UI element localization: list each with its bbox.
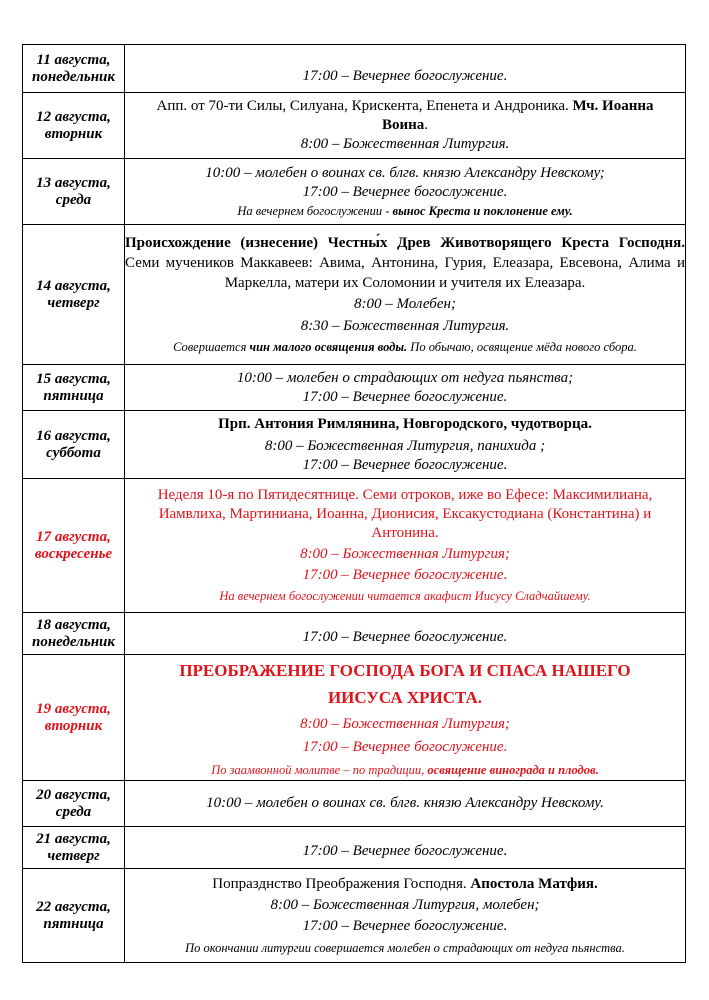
date-day: 16 августа, (36, 427, 111, 444)
service-line: 10:00 – молебен о страдающих от недуга пьянства; (236, 369, 574, 386)
date-day: 11 августа, (36, 51, 111, 68)
service-line: 17:00 – Вечернее богослужение. (302, 629, 508, 645)
date-weekday: пятница (43, 387, 104, 404)
note-line: По окончании литургии совершается молебен о страдающих от недуга пьянства. (185, 940, 625, 955)
note-line (125, 338, 685, 356)
date-day: 15 августа, (36, 370, 111, 387)
saints-end: . (424, 117, 429, 133)
table-row (23, 93, 686, 159)
content-cell (125, 781, 686, 827)
date-day: 12 августа, (36, 108, 111, 125)
date-weekday: понедельник (31, 633, 115, 650)
service-line: 17:00 – Вечернее богослужение. (302, 567, 508, 583)
date-cell (23, 365, 125, 411)
date-weekday: понедельник (31, 68, 115, 85)
content-cell (125, 225, 686, 365)
note-text: Совершается (173, 340, 250, 354)
note-line (125, 202, 685, 220)
service-line: 8:00 – Божественная Литургия. (300, 136, 510, 152)
date-day: 20 августа, (36, 786, 111, 803)
date-weekday: вторник (44, 125, 103, 142)
content-cell (125, 411, 686, 479)
note-text: На вечернем богослужении - (237, 203, 393, 218)
feast-line (125, 875, 685, 894)
date-weekday: среда (55, 191, 92, 208)
service-line: 17:00 – Вечернее богослужение. (302, 68, 508, 84)
date-day: 21 августа, (36, 830, 111, 847)
table-row (23, 781, 686, 827)
date-day: 14 августа, (36, 277, 111, 294)
note-line: На вечернем богослужении читается акафист Иисусу Сладчайшему. (219, 589, 591, 603)
feast-rest: Семи мучеников Маккавеев: Авима, Антонина, Гурия, Елеазара, Евсевона, Алима и Маркелла, матери их Соломонии и учителя их Елеазара. (125, 255, 685, 291)
feast-bold: Апостола Матфия. (470, 875, 598, 892)
table-row (23, 45, 686, 93)
service-line: 8:00 – Божественная Литургия; (300, 546, 510, 562)
table-row (23, 411, 686, 479)
date-weekday: среда (55, 803, 92, 820)
note-text: По заамвонной молитве – по традиции, (211, 762, 428, 777)
date-cell (23, 479, 125, 613)
date-day: 17 августа, (36, 528, 111, 545)
table-row (23, 869, 686, 963)
service-line: 10:00 – молебен о воинах св. блгв. князю Александру Невскому. (206, 795, 604, 811)
table-row (23, 827, 686, 869)
date-weekday: воскресенье (34, 545, 113, 562)
date-weekday: вторник (44, 717, 103, 734)
saints-text: Апп. от 70-ти Силы, Силуана, Крискента, Епенета и Андроника. (156, 98, 569, 114)
date-cell (23, 93, 125, 159)
date-weekday: пятница (43, 915, 104, 932)
date-day: 19 августа, (36, 700, 111, 717)
service-line: 17:00 – Вечернее богослужение. (302, 917, 508, 934)
content-cell (125, 93, 686, 159)
table-row (23, 365, 686, 411)
table-row (23, 613, 686, 655)
feast-title-line2: ИИСУСА ХРИСТА. (327, 687, 483, 707)
service-line: 8:00 – Божественная Литургия, панихида ; (264, 437, 546, 454)
content-cell (125, 159, 686, 225)
date-weekday: четверг (47, 294, 100, 311)
content-cell (125, 827, 686, 869)
service-line: 17:00 – Вечернее богослужение. (302, 183, 508, 200)
date-cell (23, 613, 125, 655)
note-bold: чин малого освящения воды. (249, 340, 408, 354)
note-bold: вынос Креста и поклонение ему. (392, 203, 573, 218)
content-cell (125, 655, 686, 781)
service-line: 8:00 – Божественная Литургия, молебен; (270, 896, 540, 913)
date-cell (23, 225, 125, 365)
note-line (125, 761, 685, 779)
table-row (23, 655, 686, 781)
date-cell (23, 869, 125, 963)
note-end: По обычаю, освящение мёда нового сбора. (407, 340, 637, 354)
service-line: 8:00 – Божественная Литургия; (300, 715, 510, 732)
content-cell (125, 45, 686, 93)
content-cell (125, 869, 686, 963)
saints-bold: Мч. Иоанна Воина (381, 98, 654, 133)
feast-paragraph: Неделя 10-я по Пятидесятнице. Семи отроков, иже во Ефесе: Максимилиана, Иамвлиха, Мартиниана, Иоанна, Дионисия, Ексакустодиана (Константина) и Антонина. (157, 487, 653, 541)
feast-text: Попразднство Преображения Господня. (212, 875, 471, 892)
date-cell (23, 45, 125, 93)
saint-line: Прп. Антония Римлянина, Новгородского, чудотворца. (218, 415, 592, 432)
date-cell (23, 827, 125, 869)
service-line: 17:00 – Вечернее богослужение. (302, 843, 508, 859)
service-line: 17:00 – Вечернее богослужение. (302, 388, 508, 405)
schedule-table (22, 44, 686, 963)
date-weekday: суббота (46, 444, 101, 461)
date-cell (23, 411, 125, 479)
note-bold: освящение винограда и плодов. (427, 762, 599, 777)
table-row (23, 225, 686, 365)
service-line: 17:00 – Вечернее богослужение. (302, 456, 508, 473)
feast-title-line1: ПРЕОБРАЖЕНИЕ ГОСПОДА БОГА И СПАСА НАШЕГО (179, 660, 631, 680)
service-line: 10:00 – молебен о воинах св. блгв. князю Александру Невскому; (205, 164, 605, 181)
date-day: 18 августа, (36, 616, 111, 633)
date-cell (23, 159, 125, 225)
content-cell (125, 479, 686, 613)
service-line: 17:00 – Вечернее богослужение. (302, 738, 508, 755)
table-row (23, 479, 686, 613)
date-weekday: четверг (47, 847, 100, 864)
saints-line (125, 97, 685, 135)
date-cell (23, 655, 125, 781)
service-line: 8:00 – Молебен; (354, 296, 456, 312)
date-day: 22 августа, (36, 898, 111, 915)
date-cell (23, 781, 125, 827)
feast-paragraph (125, 233, 685, 293)
service-line: 8:30 – Божественная Литургия. (300, 318, 510, 334)
content-cell (125, 613, 686, 655)
content-cell (125, 365, 686, 411)
table-row (23, 159, 686, 225)
feast-bold: Происхождение (изнесение) Честны́х Древ Животворящего Креста Господня. (125, 235, 685, 251)
date-day: 13 августа, (36, 174, 111, 191)
